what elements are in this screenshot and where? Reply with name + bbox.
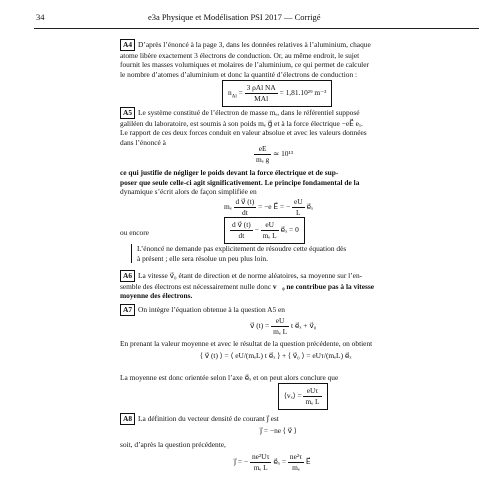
a4-paragraph: A4 D’après l’énoncé à la page 3, dans les données relatives à l’aluminium, chaque atome libère exactement 3 électrons de conduction. Or, au même endroit, le sujet fournit les masses volumiques et molaires de l’aluminium, ce qui permet de calculer le nombre d’atomes d’aluminium et donc la quantité d’électrons de conduction :	[120, 40, 371, 79]
a7-mean-text: En prenant la valeur moyenne et avec le résultat de la question précédente, on obtient	[120, 339, 373, 348]
question-label-a6: A6	[120, 270, 135, 282]
a5-ratio-equation: $\frac{eE}{\text{mₑ g}}$ ≃ 10¹³	[256, 144, 293, 164]
a5-paragraph: A5 Le système constitué de l’électron de masse mₑ, dans le référentiel supposé galiléen du laboratoire, est soumis à son poids mₑ g⃗ et à la force électrique −eE⃗ eₓ. Le rapport de ces deux forces conduit en valeur absolue et avec les valeurs données dans l’énoncé à	[120, 108, 367, 147]
a7-velocity-equation: v⃗ (t) = $\frac{eU}{\text{mₑ L}}$ t e⃗ₓ + v⃗₀	[250, 316, 317, 336]
a6-paragraph: A6 La vitesse v⃗₀ étant de direction et de norme aléatoires, sa moyenne sur l’en- semble des électrons est nécessairement nulle donc v⃗₀ ne contribue pas à la vitesse moyenne des électrons.	[120, 271, 375, 301]
a5-boxed-equation: $\frac{\text{d v⃗ (t)}}{dt}$ − $\frac{eU}{\text{mₑ L}}$ e⃗ₓ = 0	[224, 217, 305, 244]
page-title: e3a Physique et Modélisation PSI 2017 — Corrigé	[148, 12, 321, 22]
header-rule	[34, 28, 479, 29]
a4-equation: $n_{Al}$ = $\frac{\text{3 ρAl NA}}{\text{MAl}}$ = 1,81.10²⁹ m⁻³	[222, 80, 332, 107]
document-page	[28, 0, 488, 500]
a8-current-equation: j⃗ = − $\frac{\text{ne²Uτ}}{\text{mₑ L}}$ e⃗ₓ = $\frac{\text{ne²τ}}{\text{mₑ}}$ E⃗	[234, 452, 311, 472]
a5-note: L’énoncé ne demande pas explicitement de résoudre cette équation dès à présent ; elle sera résolue un peu plus loin.	[137, 244, 347, 263]
a7-mean-equation: ⟨ v⃗ (t) ⟩ = ⟨ eU/(mₑL) t e⃗ₓ ⟩ + ⟨ v⃗₀ ⟩ = eUτ/(mₑL) e⃗ₓ	[200, 351, 352, 360]
question-label-a4: A4	[120, 39, 135, 51]
question-label-a7: A7	[120, 304, 135, 316]
a8-text: soit, d’après la question précédente,	[120, 440, 226, 449]
a5-pfd-equation: mₑ $\frac{\text{d v⃗ (t)}}{dt}$ = −e E⃗ = − $\frac{eU}{L}$ e⃗ₓ	[224, 197, 314, 217]
a8-definition-equation: j⃗ = −ne ⟨ v⃗ ⟩	[260, 426, 297, 435]
or-encore-text: ou encore	[120, 228, 149, 237]
a7-conclusion-text: La moyenne est donc orientée selon l’axe e⃗ₓ et on peut alors conclure que	[120, 373, 339, 382]
a7-boxed-result: ⟨vₓ⟩ = $\frac{\text{eUτ}}{\text{mₑ L}}$	[278, 383, 328, 410]
note-margin-bar	[131, 244, 132, 263]
question-label-a8: A8	[120, 413, 135, 425]
a7-intro: A7 On intègre l’équation obtenue à la question A5 en	[120, 304, 480, 316]
page-number: 34	[36, 12, 45, 22]
a8-intro: A8 La définition du vecteur densité de courant j⃗ est	[120, 413, 480, 425]
page-header	[28, 12, 488, 26]
question-label-a5: A5	[120, 107, 135, 119]
a5-conclusion: ce qui justifie de négliger le poids devant la force électrique et de sup- poser que seule celle-ci agit significativement. Le principe fondamental de la dynamique s’écrit alors de façon simplifiée en	[120, 168, 360, 197]
